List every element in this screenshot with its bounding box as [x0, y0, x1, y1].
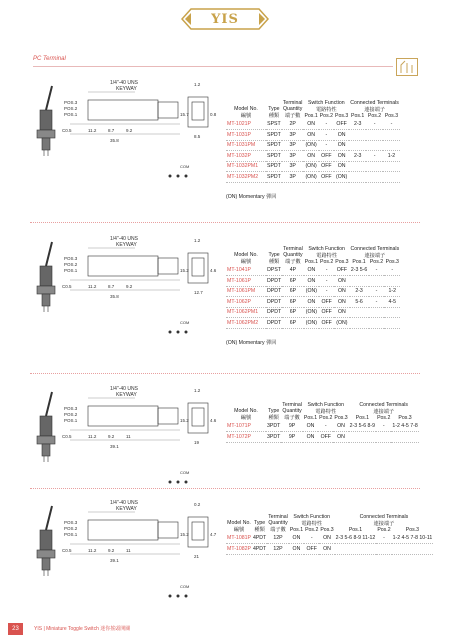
model-number: MT-1062PM2 — [226, 318, 266, 329]
col-pos: Pos.2 — [319, 415, 333, 421]
dim-d: 0.8 — [210, 112, 217, 117]
model-number: MT-1021P — [226, 119, 266, 130]
table-cell — [349, 172, 366, 183]
table-cell: OFF — [334, 119, 349, 130]
table-cell: - — [384, 265, 400, 276]
table-cell: ON — [334, 151, 349, 162]
table-cell — [376, 432, 391, 443]
table-cell: 9P — [281, 421, 303, 432]
table-cell: 2-3 5-6 — [350, 265, 369, 276]
col-pos: Pos.3 — [334, 415, 348, 421]
table-cell: 12P — [267, 544, 289, 555]
table-row — [226, 421, 419, 432]
table-row — [226, 307, 400, 318]
table-cell: ON — [319, 533, 334, 544]
table-cell: 5-6 — [350, 297, 369, 308]
pos3-label: POS.3 — [64, 406, 78, 411]
model-number: MT-1071P — [226, 421, 266, 432]
table-cell: - — [319, 286, 334, 297]
col-type: Type 種類 — [268, 408, 280, 421]
dim-e: 11.2 — [88, 548, 97, 553]
col-pos: Pos.2 — [319, 113, 333, 119]
table-cell: - — [304, 533, 319, 544]
table-cell: - — [318, 421, 333, 432]
col-terminal: Terminal Quantity 端子數 — [282, 402, 302, 421]
table-cell: 3PDT — [266, 432, 281, 443]
table-cell: ON — [303, 421, 318, 432]
footer-text: YIS | Miniature Toggle Switch 迷你搖頭開關 — [34, 626, 131, 632]
model-number: MT-1061PM — [226, 286, 266, 297]
table-cell: - — [366, 119, 383, 130]
col-connected: Connected Terminals 連接端子 — [359, 402, 409, 415]
table-cell: 6P — [282, 307, 304, 318]
dim-f: 8.7 — [108, 128, 115, 133]
table-cell: DPDT — [266, 286, 282, 297]
terminal-diagram — [169, 481, 188, 484]
pos1-label: POS.1 — [64, 112, 78, 117]
pos2-label: POS.2 — [64, 262, 78, 267]
table-cell — [350, 276, 369, 287]
dim-c: 19 — [194, 440, 200, 445]
table-row — [226, 151, 400, 162]
terminal-diagram — [169, 175, 188, 178]
table-cell: ON — [334, 140, 349, 151]
dim-a: 0.2 — [194, 502, 201, 507]
dim-i: C0.5 — [62, 434, 72, 439]
table-cell: - — [369, 265, 385, 276]
table-row — [226, 130, 400, 141]
table-cell — [383, 140, 400, 151]
table-cell: (ON) — [303, 161, 318, 172]
table-cell: 2-3 — [349, 151, 366, 162]
table-cell: OFF — [319, 297, 334, 308]
keyway-label: KEYWAY — [116, 506, 137, 512]
table-cell: ON — [334, 161, 349, 172]
dim-f: 9.2 — [108, 548, 115, 553]
table-cell — [384, 276, 400, 287]
col-pos: Pos.3 — [334, 113, 349, 119]
table-cell: DPDT — [266, 307, 282, 318]
table-cell — [383, 172, 400, 183]
table-cell — [349, 130, 366, 141]
keyway-label: KEYWAY — [116, 86, 137, 92]
table-row — [226, 432, 419, 443]
dim-h: 35.8 — [110, 138, 119, 143]
dim-h: 39.1 — [110, 558, 119, 563]
dim-e: 11.2 — [88, 434, 97, 439]
table-cell: 12P — [267, 533, 289, 544]
table-cell: OFF — [304, 544, 319, 555]
table-cell: 1-2 — [384, 286, 400, 297]
col-pos: Pos.1 — [348, 527, 363, 533]
col-switch-function: Switch Function 電路特性 — [308, 246, 345, 259]
table-cell — [349, 161, 366, 172]
header-divider — [33, 66, 393, 67]
table-cell: 2-3 5-6 8-9 11-12 — [335, 533, 377, 544]
dim-a: 1.2 — [194, 388, 201, 393]
switch-block-1 — [30, 72, 425, 222]
dim-d: 4.7 — [210, 532, 217, 537]
model-number: MT-1032PM2 — [226, 172, 266, 183]
thread-label: 1/4"-40 UNS — [110, 80, 138, 86]
table-cell: SPDT — [266, 172, 282, 183]
table-cell: OFF — [319, 172, 334, 183]
col-type: Type 種類 — [268, 106, 280, 119]
table-cell — [366, 161, 383, 172]
col-terminal: Terminal Quantity 端子數 — [283, 246, 303, 265]
dim-i: C0.5 — [62, 548, 72, 553]
dim-i: C0.5 — [62, 284, 72, 289]
dim-a: 1.2 — [194, 238, 201, 243]
table-cell: - — [319, 265, 334, 276]
model-number: MT-1081P — [226, 533, 252, 544]
table-cell — [366, 172, 383, 183]
col-model: Model No. 編號 — [234, 252, 258, 265]
table-cell — [350, 307, 369, 318]
dim-c: 21 — [194, 554, 200, 559]
table-cell: SPDT — [266, 161, 282, 172]
model-number: MT-1062P — [226, 297, 266, 308]
table-cell: 3P — [282, 161, 304, 172]
col-pos: Pos.1 — [351, 113, 365, 119]
table-cell — [366, 140, 383, 151]
terminal-diagram — [169, 595, 188, 598]
pos1-label: POS.1 — [64, 532, 78, 537]
table-cell: DPDT — [266, 318, 282, 329]
dim-c: 8.5 — [194, 134, 201, 139]
pos2-label: POS.2 — [64, 106, 78, 111]
dim-g: 11 — [126, 548, 131, 553]
col-pos: Pos.2 — [320, 259, 334, 265]
col-pos: Pos.2 — [305, 527, 319, 533]
table-cell: SPDT — [266, 151, 282, 162]
switch-block-2 — [30, 228, 425, 373]
table-cell: ON — [303, 432, 318, 443]
table-row — [226, 119, 400, 130]
spec-table — [226, 100, 400, 183]
table-cell: - — [369, 297, 385, 308]
section-title: PC Terminal — [33, 56, 66, 62]
table-cell: OFF — [319, 318, 334, 329]
table-cell — [349, 140, 366, 151]
model-number: MT-1032PM1 — [226, 161, 266, 172]
table-row — [226, 297, 400, 308]
table-cell — [369, 318, 385, 329]
model-number: MT-1061P — [226, 276, 266, 287]
page-number: 23 — [8, 623, 23, 635]
table-cell: 6P — [282, 286, 304, 297]
table-cell: 4PDT — [252, 544, 267, 555]
col-pos: Pos.2 — [369, 259, 384, 265]
section-divider — [30, 222, 420, 223]
table-cell — [335, 544, 377, 555]
table-cell: OFF — [319, 161, 334, 172]
table-cell — [391, 432, 418, 443]
company-logo — [181, 8, 269, 30]
col-connected: Connected Terminals 連接端子 — [350, 100, 399, 113]
table-cell: ON — [334, 286, 349, 297]
table-cell: ON — [303, 130, 318, 141]
dim-b: 15.2 — [180, 418, 189, 423]
com-label: COM — [180, 320, 190, 325]
dim-d: 4.6 — [210, 268, 217, 273]
table-cell: SPDT — [266, 130, 282, 141]
thread-label: 1/4"-40 UNS — [110, 500, 138, 506]
dim-e: 11.2 — [88, 128, 97, 133]
table-cell: - — [376, 533, 391, 544]
table-cell: ON — [334, 307, 349, 318]
table-cell — [384, 307, 400, 318]
table-cell: (ON) — [303, 140, 318, 151]
col-pos: Pos.3 — [320, 527, 334, 533]
dim-f: 9.2 — [108, 434, 115, 439]
keyway-label: KEYWAY — [116, 392, 137, 398]
table-cell: (ON) — [304, 307, 319, 318]
spec-table — [226, 402, 419, 443]
table-cell — [376, 544, 391, 555]
table-cell: SPDT — [266, 140, 282, 151]
terminal-diagram — [169, 331, 188, 334]
table-cell: ON — [304, 297, 319, 308]
table-cell: - — [319, 119, 334, 130]
table-cell: 1-2 4-5 7-8 — [391, 421, 418, 432]
table-cell — [384, 318, 400, 329]
dim-f: 8.7 — [108, 284, 115, 289]
table-row — [226, 286, 400, 297]
dim-c: 12.7 — [194, 290, 203, 295]
model-number: MT-1082P — [226, 544, 252, 555]
switch-block-3 — [30, 378, 425, 488]
model-number: MT-1032P — [226, 151, 266, 162]
table-cell — [369, 276, 385, 287]
pos3-label: POS.3 — [64, 100, 78, 105]
table-cell: DPDT — [266, 297, 282, 308]
table-cell: 1-2 4-5 7-8 10-11 — [392, 533, 434, 544]
col-pos: Pos.3 — [398, 415, 412, 421]
table-cell: - — [319, 276, 334, 287]
momentary-note: (ON) Momentary 彈回 — [226, 194, 277, 200]
table-cell: - — [376, 421, 391, 432]
table-cell: ON — [289, 544, 304, 555]
spec-table — [226, 514, 433, 555]
col-terminal: Terminal Quantity 端子數 — [268, 514, 288, 533]
col-pos: Pos.1 — [352, 259, 366, 265]
col-model: Model No. 編號 — [227, 520, 251, 533]
com-label: COM — [180, 164, 190, 169]
dim-g: 9.2 — [126, 284, 133, 289]
thread-label: 1/4"-40 UNS — [110, 236, 138, 242]
table-cell: ON — [303, 119, 318, 130]
table-cell: ON — [303, 151, 318, 162]
col-pos: Pos.1 — [304, 259, 318, 265]
section-divider — [30, 373, 420, 374]
col-pos: Pos.3 — [405, 527, 420, 533]
dim-g: 11 — [126, 434, 131, 439]
table-cell: - — [319, 130, 334, 141]
dim-b: 15.7 — [180, 112, 189, 117]
table-cell: 9P — [281, 432, 303, 443]
col-type: Type 種類 — [253, 520, 266, 533]
table-cell: ON — [304, 265, 319, 276]
col-pos: Pos.2 — [367, 113, 382, 119]
table-row — [226, 533, 433, 544]
col-switch-function: Switch Function 電路特性 — [308, 100, 345, 113]
table-cell: 3P — [282, 130, 304, 141]
model-number: MT-1041P — [226, 265, 266, 276]
model-number: MT-1031PM — [226, 140, 266, 151]
table-cell: 3PDT — [266, 421, 281, 432]
spec-table — [226, 246, 400, 329]
table-cell: - — [319, 140, 334, 151]
col-pos: Pos.1 — [355, 415, 369, 421]
col-model: Model No. 編號 — [234, 106, 258, 119]
table-cell: ON — [334, 297, 349, 308]
table-cell: ON — [334, 276, 349, 287]
table-cell: ON — [319, 544, 334, 555]
table-cell: - — [383, 119, 400, 130]
table-cell: 3P — [282, 151, 304, 162]
col-pos: Pos.3 — [384, 113, 399, 119]
table-row — [226, 140, 400, 151]
table-cell — [349, 432, 376, 443]
dim-g: 9.2 — [126, 128, 133, 133]
table-cell: 3P — [282, 172, 304, 183]
table-cell: OFF — [334, 265, 349, 276]
table-cell: ON — [289, 533, 304, 544]
table-cell — [383, 130, 400, 141]
dim-h: 35.8 — [110, 294, 119, 299]
pos3-label: POS.3 — [64, 520, 78, 525]
dim-a: 1.2 — [194, 82, 201, 87]
model-number: MT-1072P — [226, 432, 266, 443]
col-pos: Pos.3 — [335, 259, 349, 265]
table-cell: (ON) — [303, 172, 318, 183]
dim-b: 15.2 — [180, 268, 189, 273]
col-pos: Pos.2 — [377, 415, 391, 421]
col-switch-function: Switch Function 電路特性 — [293, 514, 331, 527]
table-cell: ON — [304, 276, 319, 287]
logo-text: YIS — [211, 11, 239, 27]
table-cell: OFF — [319, 151, 334, 162]
table-cell: DPST — [266, 265, 282, 276]
col-type: Type 種類 — [268, 252, 280, 265]
switch-block-4 — [30, 492, 433, 602]
dim-i: C0.5 — [62, 128, 72, 133]
table-row — [226, 276, 400, 287]
table-cell: 1-2 — [383, 151, 400, 162]
table-cell: 2P — [282, 119, 304, 130]
col-terminal: Terminal Quantity 端子數 — [282, 100, 303, 119]
dim-b: 15.2 — [180, 532, 189, 537]
table-row — [226, 318, 400, 329]
pos2-label: POS.2 — [64, 412, 78, 417]
table-cell: (ON) — [334, 318, 349, 329]
table-row — [226, 161, 400, 172]
table-cell: - — [366, 151, 383, 162]
table-cell: (ON) — [334, 172, 349, 183]
col-switch-function: Switch Function 電路特性 — [307, 402, 345, 415]
col-pos: Pos.1 — [304, 113, 318, 119]
com-label: COM — [180, 584, 190, 589]
table-cell: 3P — [282, 140, 304, 151]
table-cell: SPST — [266, 119, 282, 130]
col-connected: Connected Terminals 連接端子 — [350, 246, 400, 259]
keyway-label: KEYWAY — [116, 242, 137, 248]
dim-h: 39.1 — [110, 444, 119, 449]
table-cell: 2-3 — [349, 119, 366, 130]
table-row — [226, 544, 433, 555]
table-cell: (ON) — [304, 286, 319, 297]
table-cell: 2-3 — [350, 286, 369, 297]
col-pos: Pos.1 — [303, 415, 318, 421]
switch-drawing — [30, 228, 220, 378]
pos3-label: POS.3 — [64, 256, 78, 261]
col-pos: Pos.1 — [289, 527, 304, 533]
switch-drawing — [30, 492, 220, 642]
table-cell: (ON) — [304, 318, 319, 329]
table-cell: OFF — [318, 432, 333, 443]
col-model: Model No. 編號 — [234, 408, 258, 421]
table-cell: 6P — [282, 318, 304, 329]
com-label: COM — [180, 470, 190, 475]
table-cell: 4PDT — [252, 533, 267, 544]
table-cell — [392, 544, 434, 555]
table-cell: 4-5 — [384, 297, 400, 308]
table-cell — [366, 130, 383, 141]
table-row — [226, 265, 400, 276]
table-cell — [383, 161, 400, 172]
table-cell: - — [369, 286, 385, 297]
thread-label: 1/4"-40 UNS — [110, 386, 138, 392]
switch-drawing — [30, 72, 220, 222]
dim-d: 4.6 — [210, 418, 217, 423]
col-connected: Connected Terminals 連接端子 — [359, 514, 409, 527]
pos1-label: POS.1 — [64, 268, 78, 273]
momentary-note: (ON) Momentary 彈回 — [226, 340, 277, 346]
table-cell — [350, 318, 369, 329]
col-pos: Pos.2 — [377, 527, 391, 533]
table-cell: 6P — [282, 297, 304, 308]
table-row — [226, 172, 400, 183]
table-cell: ON — [333, 432, 348, 443]
table-cell: DPDT — [266, 276, 282, 287]
dim-e: 11.2 — [88, 284, 97, 289]
pos2-label: POS.2 — [64, 526, 78, 531]
col-pos: Pos.3 — [385, 259, 399, 265]
table-cell — [369, 307, 385, 318]
table-cell: 2-3 5-6 8-9 — [349, 421, 376, 432]
model-number: MT-1031P — [226, 130, 266, 141]
table-cell: 4P — [282, 265, 304, 276]
model-number: MT-1062PM1 — [226, 307, 266, 318]
table-cell: ON — [333, 421, 348, 432]
table-cell: OFF — [319, 307, 334, 318]
table-cell: 6P — [282, 276, 304, 287]
pos1-label: POS.1 — [64, 418, 78, 423]
table-cell: ON — [334, 130, 349, 141]
section-divider — [30, 488, 420, 489]
